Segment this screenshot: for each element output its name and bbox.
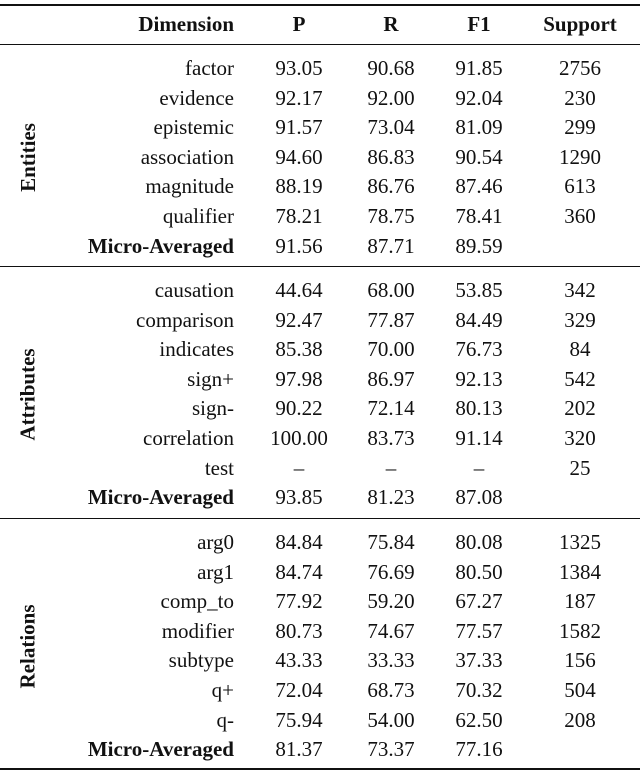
table-cell-r: 73.04 bbox=[367, 115, 415, 140]
table-cell-f1: 80.08 bbox=[455, 530, 503, 554]
table-cell-r: 78.75 bbox=[367, 204, 415, 228]
table-cell-support: 202 bbox=[564, 396, 596, 421]
micro-averaged-f1: 89.59 bbox=[455, 233, 503, 258]
table-cell-dimension: qualifier bbox=[162, 204, 234, 228]
table-cell-f1: 87.46 bbox=[455, 174, 503, 199]
micro-averaged-support bbox=[532, 735, 628, 764]
table-cell-p: 75.94 bbox=[275, 707, 323, 732]
table-cell-f1: 78.41 bbox=[455, 204, 503, 228]
table-cell-dimension: arg0 bbox=[197, 530, 234, 554]
table-cell-p: 43.33 bbox=[275, 648, 323, 673]
table-cell-dimension: association bbox=[140, 144, 234, 169]
table-cell-support: 360 bbox=[564, 204, 596, 228]
table-cell-support: 1290 bbox=[559, 144, 601, 169]
table-cell-f1: 76.73 bbox=[455, 337, 503, 362]
table-cell-f1: 91.85 bbox=[455, 56, 503, 80]
table-cell-f1: 70.32 bbox=[455, 678, 503, 702]
table-cell-r: 92.00 bbox=[367, 85, 415, 110]
table-cell-r: 76.69 bbox=[367, 559, 415, 584]
table-cell-p: 92.17 bbox=[275, 85, 323, 110]
table-cell-f1: 37.33 bbox=[455, 648, 503, 673]
table-cell-support: 208 bbox=[564, 707, 596, 732]
table-cell-p: 90.22 bbox=[275, 396, 323, 421]
table-cell-r: 90.68 bbox=[367, 56, 415, 80]
table-cell-dimension: sign- bbox=[192, 396, 234, 421]
table-cell-p: 97.98 bbox=[275, 366, 323, 391]
group-label-attributes: Attributes bbox=[15, 348, 40, 441]
table-cell-p: 44.64 bbox=[275, 278, 323, 302]
table-cell-p: 88.19 bbox=[275, 174, 323, 199]
micro-averaged-support bbox=[532, 232, 628, 261]
table-cell-support: 613 bbox=[564, 174, 596, 199]
table-cell-r: 86.76 bbox=[367, 174, 415, 199]
table-cell-support: 342 bbox=[564, 278, 596, 302]
table-cell-p: – bbox=[293, 455, 305, 480]
table-cell-dimension: arg1 bbox=[197, 559, 234, 584]
table-cell-dimension: magnitude bbox=[145, 174, 234, 199]
table-cell-r: 75.84 bbox=[367, 530, 415, 554]
table-cell-dimension: sign+ bbox=[187, 366, 234, 391]
table-cell-f1: 90.54 bbox=[455, 144, 503, 169]
table-cell-p: 91.57 bbox=[275, 115, 323, 140]
table-cell-r: 68.00 bbox=[367, 278, 415, 302]
table-cell-r: 86.97 bbox=[367, 366, 415, 391]
table-cell-p: 72.04 bbox=[275, 678, 323, 702]
micro-averaged-r: 87.71 bbox=[367, 233, 415, 258]
table-cell-r: 77.87 bbox=[367, 307, 415, 332]
table-cell-support: 320 bbox=[564, 426, 596, 450]
micro-averaged-support bbox=[532, 483, 628, 512]
table-cell-f1: – bbox=[473, 455, 485, 480]
table-cell-p: 85.38 bbox=[275, 337, 323, 362]
top-rule bbox=[0, 4, 640, 6]
table-cell-f1: 80.13 bbox=[455, 396, 503, 421]
group-separator-rule bbox=[0, 518, 640, 519]
table-cell-dimension: epistemic bbox=[153, 115, 234, 140]
table-cell-support: 1325 bbox=[559, 530, 601, 554]
table-cell-support: 504 bbox=[564, 678, 596, 702]
table-cell-f1: 91.14 bbox=[455, 426, 503, 450]
table-cell-f1: 80.50 bbox=[455, 559, 503, 584]
table-cell-dimension: q+ bbox=[211, 678, 234, 702]
table-cell-support: 84 bbox=[569, 337, 591, 362]
table-cell-p: 78.21 bbox=[275, 204, 323, 228]
header-f1: F1 bbox=[467, 12, 491, 36]
group-label-entities: Entities bbox=[15, 123, 40, 193]
table-cell-r: – bbox=[385, 455, 397, 480]
table-cell-f1: 84.49 bbox=[455, 307, 503, 332]
table-cell-dimension: comp_to bbox=[160, 589, 234, 614]
micro-averaged-p: 91.56 bbox=[275, 233, 323, 258]
table-cell-f1: 92.04 bbox=[455, 85, 503, 110]
micro-averaged-p: 93.85 bbox=[275, 485, 323, 510]
table-cell-dimension: modifier bbox=[161, 618, 234, 643]
table-cell-p: 84.84 bbox=[275, 530, 323, 554]
table-cell-dimension: q- bbox=[216, 707, 234, 732]
table-cell-r: 74.67 bbox=[367, 618, 415, 643]
table-cell-r: 59.20 bbox=[367, 589, 415, 614]
header-dimension: Dimension bbox=[138, 12, 234, 36]
table-cell-f1: 81.09 bbox=[455, 115, 503, 140]
group-separator-rule bbox=[0, 266, 640, 267]
table-cell-p: 94.60 bbox=[275, 144, 323, 169]
table-cell-f1: 92.13 bbox=[455, 366, 503, 391]
table-cell-p: 80.73 bbox=[275, 618, 323, 643]
table-cell-r: 68.73 bbox=[367, 678, 415, 702]
micro-averaged-f1: 77.16 bbox=[455, 737, 503, 762]
micro-averaged-f1: 87.08 bbox=[455, 485, 503, 510]
table-cell-support: 542 bbox=[564, 366, 596, 391]
micro-averaged-p: 81.37 bbox=[275, 737, 323, 762]
header-r: R bbox=[383, 12, 399, 36]
table-cell-dimension: evidence bbox=[159, 85, 234, 110]
table-cell-r: 54.00 bbox=[367, 707, 415, 732]
micro-averaged-dimension: Micro-Averaged bbox=[87, 485, 234, 510]
bottom-rule bbox=[0, 768, 640, 770]
table-cell-r: 33.33 bbox=[367, 648, 415, 673]
table-cell-p: 100.00 bbox=[270, 426, 328, 450]
table-cell-dimension: correlation bbox=[143, 426, 234, 450]
table-cell-support: 329 bbox=[564, 307, 596, 332]
table-cell-f1: 77.57 bbox=[455, 618, 503, 643]
table-cell-r: 83.73 bbox=[367, 426, 415, 450]
table-cell-f1: 67.27 bbox=[455, 589, 503, 614]
micro-averaged-dimension: Micro-Averaged bbox=[87, 233, 234, 258]
table-cell-r: 72.14 bbox=[367, 396, 415, 421]
table-cell-dimension: subtype bbox=[168, 648, 234, 673]
table-cell-dimension: test bbox=[204, 455, 234, 480]
table-cell-p: 93.05 bbox=[275, 56, 323, 80]
table-cell-support: 187 bbox=[564, 589, 596, 614]
table-cell-r: 70.00 bbox=[367, 337, 415, 362]
header-p: P bbox=[292, 12, 306, 36]
table-cell-f1: 62.50 bbox=[455, 707, 503, 732]
micro-averaged-r: 81.23 bbox=[367, 485, 415, 510]
table-cell-support: 230 bbox=[564, 85, 596, 110]
table-cell-p: 84.74 bbox=[275, 559, 323, 584]
table-cell-support: 2756 bbox=[559, 56, 601, 80]
table-cell-support: 299 bbox=[564, 115, 596, 140]
table-cell-dimension: factor bbox=[185, 56, 234, 80]
table-cell-p: 77.92 bbox=[275, 589, 323, 614]
micro-averaged-dimension: Micro-Averaged bbox=[87, 737, 234, 762]
header-support: Support bbox=[543, 12, 617, 36]
header-rule bbox=[0, 44, 640, 45]
table-cell-dimension: causation bbox=[154, 278, 234, 302]
table-cell-dimension: indicates bbox=[159, 337, 234, 362]
table-cell-support: 1384 bbox=[559, 559, 601, 584]
table-cell-support: 25 bbox=[569, 455, 591, 480]
table-cell-support: 156 bbox=[564, 648, 596, 673]
table-cell-support: 1582 bbox=[559, 618, 601, 643]
table-cell-f1: 53.85 bbox=[455, 278, 503, 302]
micro-averaged-r: 73.37 bbox=[367, 737, 415, 762]
table-cell-p: 92.47 bbox=[275, 307, 323, 332]
table-cell-dimension: comparison bbox=[136, 307, 234, 332]
table-cell-r: 86.83 bbox=[367, 144, 415, 169]
group-label-relations: Relations bbox=[15, 604, 40, 689]
